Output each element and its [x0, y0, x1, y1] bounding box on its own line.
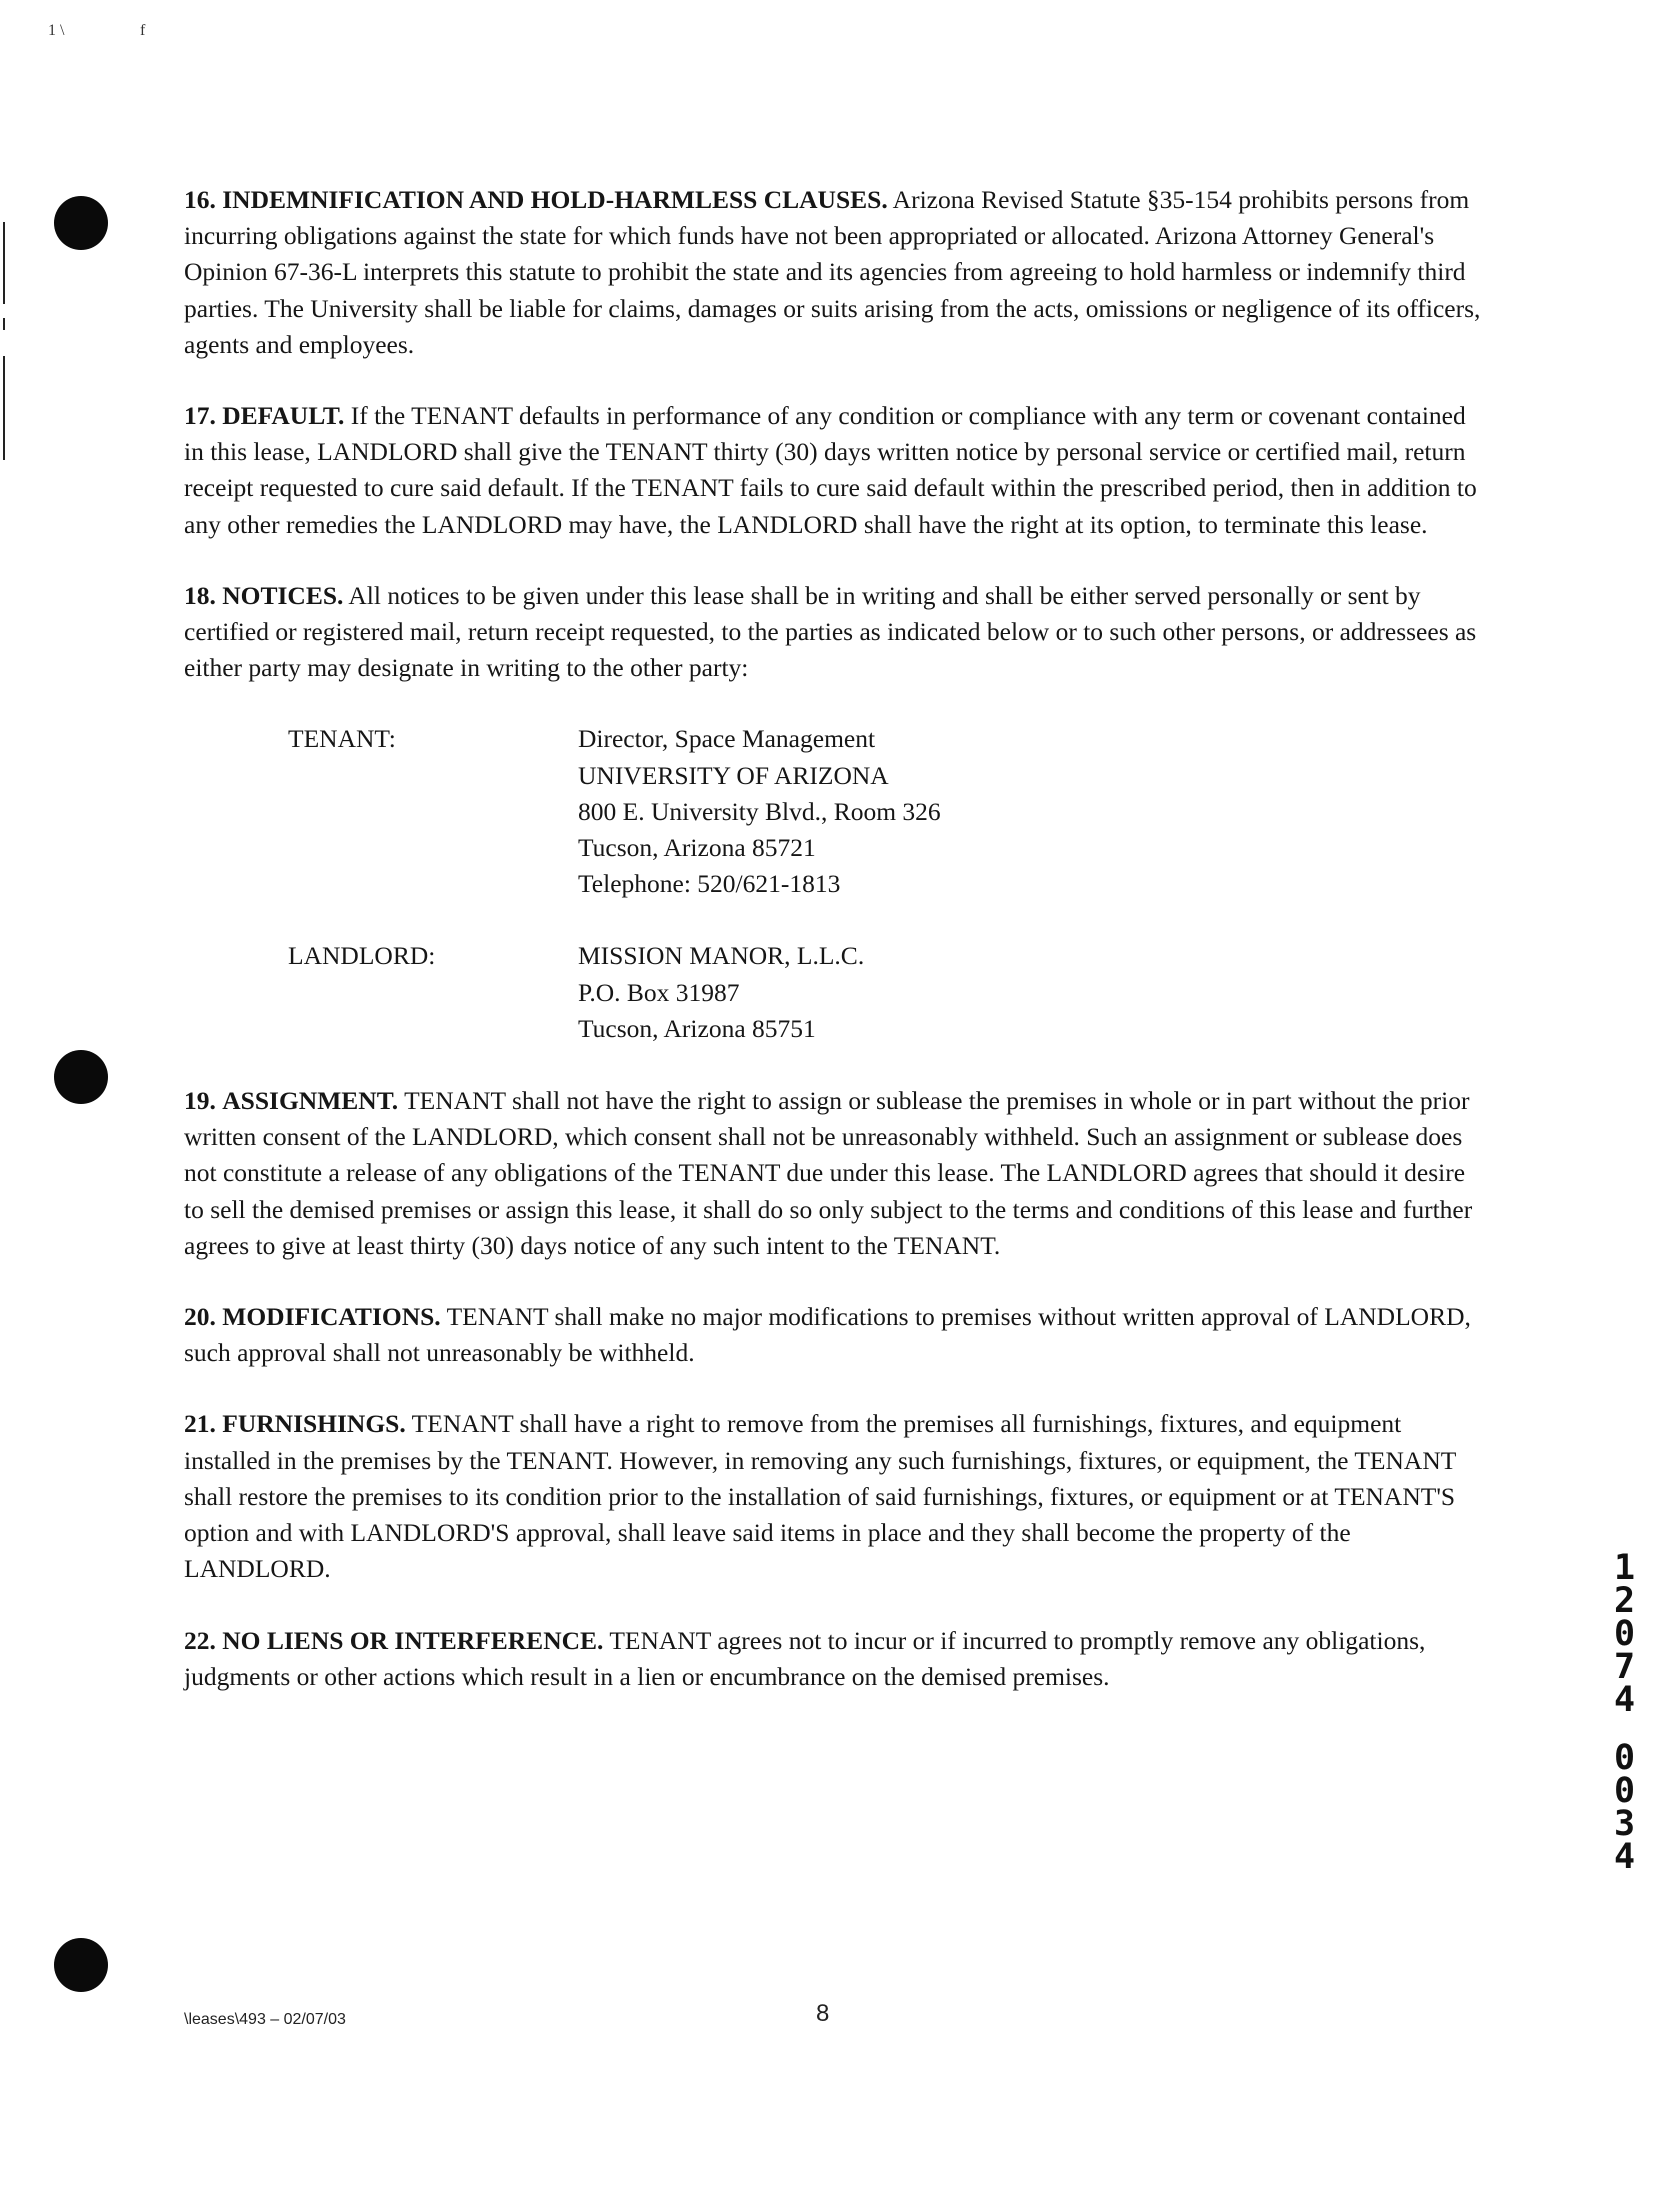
lease-body [184, 182, 1484, 1730]
address-line: UNIVERSITY OF ARIZONA [578, 760, 889, 790]
section-text: TENANT shall have a right to remove from the premises all furnishings, fixtures, and equipment installed in the premises by the TENANT. However, in removing any such furnishings, fixtures, or equipment, the TENANT shall restore the premises to its condition prior to the installation of said furnishings, fixtures, or equipment or at TENANT'S option and with LANDLORD'S approval, shall leave said items in place and they shall become the property of the LANDLORD. [184, 1409, 1456, 1584]
stamp-digit: 0 [1614, 1614, 1636, 1654]
section-heading: FURNISHINGS. [222, 1409, 406, 1439]
section-16 [184, 182, 1484, 363]
section-number: 18. [184, 580, 216, 610]
address-label: TENANT: [288, 724, 396, 754]
address-lines [578, 938, 864, 1047]
document-reference: \leases\493 – 02/07/03 [184, 2011, 346, 2028]
address-line: P.O. Box 31987 [578, 977, 740, 1007]
section-20 [184, 1299, 1484, 1371]
stamp-digit: 0 [1614, 1771, 1636, 1811]
address-line: Director, Space Management [578, 724, 876, 754]
section-text: TENANT shall make no major modifications to premises without written approval of LANDLORD, such approval shall not unreasonably be withheld. [184, 1302, 1471, 1368]
address-line: MISSION MANOR, L.L.C. [578, 941, 865, 971]
scan-edge-line [3, 356, 5, 460]
stamp-digit: 4 [1614, 1837, 1636, 1877]
section-text: Arizona Revised Statute §35-154 prohibits persons from incurring obligations against the state for which funds have not been appropriated or allocated. Arizona Attorney General's Opinion 67-36-L interprets this statute to prohibit the state and its agencies from agreeing to hold harmless or indemnify third parties. The University shall be liable for claims, damages or suits arising from the acts, omissions or negligence of its officers, agents and employees. [184, 185, 1481, 359]
section-17 [184, 398, 1484, 543]
section-heading: DEFAULT. [222, 401, 345, 431]
stamp-digit: 1 [1614, 1548, 1636, 1588]
stamp-digit: 4 [1614, 1680, 1636, 1720]
section-22 [184, 1623, 1484, 1695]
scan-mark-left: 1 \ [48, 22, 65, 39]
section-heading: INDEMNIFICATION AND HOLD-HARMLESS CLAUSES. [222, 185, 888, 214]
bates-stamp [1614, 1548, 1636, 1877]
address-line: Tucson, Arizona 85751 [578, 1013, 816, 1043]
section-heading: MODIFICATIONS. [222, 1302, 441, 1332]
section-text: All notices to be given under this lease shall be in writing and shall be either served personally or sent by certified or registered mail, return receipt requested, to the parties as indicated below or to such other persons, or addressees as either party may designate in writing to the other party: [184, 580, 1477, 683]
section-18 [184, 578, 1484, 687]
section-number: 17. [184, 401, 216, 431]
binder-hole-middle [54, 1050, 108, 1104]
section-text: TENANT shall not have the right to assign or sublease the premises in whole or in part without the prior written consent of the LANDLORD, which consent shall not be unreasonably withheld. Such an assignment or sublease does not constitute a release of any obligations of the TENANT due under this lease. The LANDLORD agrees that should it desire to sell the demised premises or assign this lease, it shall do so only subject to the terms and conditions of this lease and further agrees to give at least thirty (30) days notice of any such intent to the TENANT. [184, 1086, 1473, 1260]
section-heading: NO LIENS OR INTERFERENCE. [222, 1625, 604, 1655]
section-heading: NOTICES. [222, 580, 344, 610]
section-text: If the TENANT defaults in performance of any condition or compliance with any term or covenant contained in this lease, LANDLORD shall give the TENANT thirty (30) days written notice by personal service or certified mail, return receipt requested to cure said default. If the TENANT fails to cure said default within the prescribed period, then in addition to any other remedies the LANDLORD may have, the LANDLORD shall have the right at its option, to terminate this lease. [184, 401, 1477, 539]
scan-edge-line [3, 318, 5, 330]
page-number: 8 [816, 2000, 830, 2027]
tenant-address-block [184, 721, 1484, 902]
section-19 [184, 1083, 1484, 1264]
section-21 [184, 1406, 1484, 1587]
stamp-digit: 2 [1614, 1581, 1636, 1621]
section-text: TENANT agrees not to incur or if incurred to promptly remove any obligations, judgments or other actions which result in a lien or encumbrance on the demised premises. [184, 1625, 1426, 1691]
section-number: 22. [184, 1625, 216, 1655]
section-number: 16. [184, 185, 216, 214]
address-label: LANDLORD: [288, 941, 436, 971]
notice-addresses [184, 721, 1484, 1047]
section-heading: ASSIGNMENT. [222, 1086, 399, 1116]
section-number: 21. [184, 1409, 216, 1439]
stamp-digit: 7 [1614, 1647, 1636, 1687]
section-number: 19. [184, 1086, 216, 1116]
address-lines [578, 721, 941, 902]
binder-hole-bottom [54, 1938, 108, 1992]
address-line: Tucson, Arizona 85721 [578, 833, 816, 863]
stamp-digit: 3 [1614, 1804, 1636, 1844]
binder-hole-top [54, 196, 108, 250]
address-line: Telephone: 520/621-1813 [578, 869, 841, 899]
scan-edge-line [3, 222, 5, 304]
address-line: 800 E. University Blvd., Room 326 [578, 796, 941, 826]
scan-mark-right: f [140, 22, 146, 39]
section-number: 20. [184, 1302, 216, 1332]
stamp-digit: 0 [1614, 1738, 1636, 1778]
landlord-address-block [184, 938, 1484, 1047]
